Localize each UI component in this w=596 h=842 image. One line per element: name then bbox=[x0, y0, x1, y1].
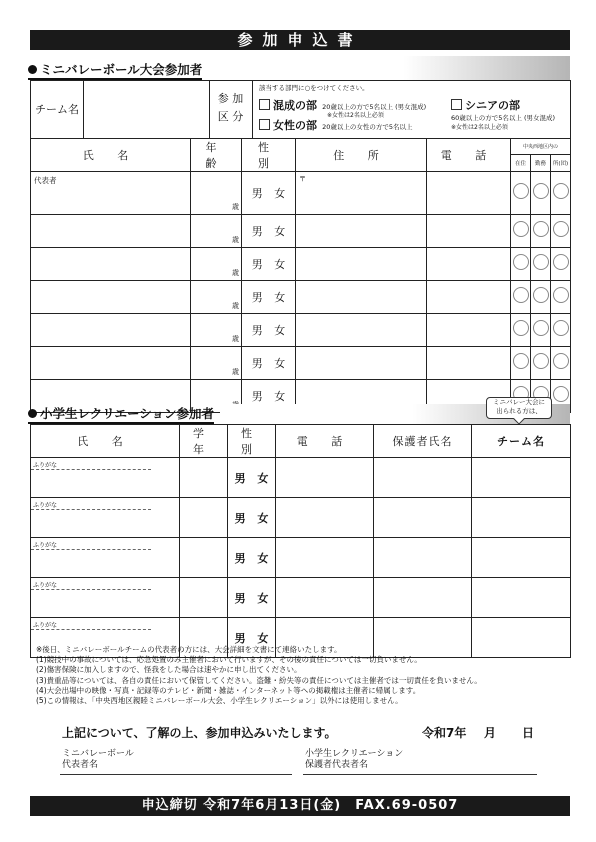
grade-field[interactable] bbox=[180, 538, 228, 578]
team-field[interactable] bbox=[472, 578, 571, 618]
team-field[interactable] bbox=[472, 538, 571, 578]
checkbox-women[interactable] bbox=[259, 119, 270, 130]
phone-field[interactable] bbox=[427, 347, 511, 380]
phone-field[interactable] bbox=[427, 248, 511, 281]
signature1-line[interactable] bbox=[60, 774, 292, 775]
child-name-field[interactable]: ふりがな bbox=[31, 458, 180, 498]
date-era: 令和7年 bbox=[422, 726, 467, 740]
phone-field[interactable] bbox=[276, 458, 374, 498]
affiliation-circle[interactable] bbox=[551, 314, 571, 347]
header-grade: 学 年 bbox=[180, 425, 228, 458]
age-field[interactable]: 歳 bbox=[191, 281, 242, 314]
table-row bbox=[31, 248, 571, 281]
header-sex: 性 別 bbox=[242, 139, 296, 172]
child-name-field[interactable]: ふりがな bbox=[31, 538, 180, 578]
option-mixed[interactable]: 混成の部 20歳以上の方で5名以上 (男女混成) ※女性は2名以上必須 bbox=[259, 94, 426, 119]
bullet-icon bbox=[28, 409, 37, 418]
resident-circle[interactable] bbox=[511, 314, 531, 347]
work-circle[interactable] bbox=[531, 248, 551, 281]
phone-field[interactable] bbox=[427, 281, 511, 314]
deadline-banner: 申込締切 令和7年6月13日(金) FAX.69-0507 bbox=[30, 796, 570, 816]
sex-choice[interactable]: 男 女 bbox=[242, 281, 296, 314]
table-row bbox=[31, 458, 571, 498]
address-field[interactable] bbox=[296, 314, 427, 347]
guardian-field[interactable] bbox=[374, 538, 472, 578]
note-line: (5)この情報は、「中央西地区親睦ミニバレーボール大会、小学生レクリエーション」以外には使用しません。 bbox=[36, 696, 403, 706]
sex-choice[interactable]: 男 女 bbox=[242, 347, 296, 380]
name-field[interactable] bbox=[31, 281, 191, 314]
header-district: 中央西地区内の bbox=[511, 139, 571, 155]
guardian-field[interactable] bbox=[374, 578, 472, 618]
resident-circle[interactable] bbox=[511, 347, 531, 380]
header-name: 氏 名 bbox=[31, 139, 191, 172]
sex-choice[interactable]: 男 女 bbox=[242, 172, 296, 215]
section1-heading: ミニバレーボール大会参加者 bbox=[28, 60, 202, 78]
table-row bbox=[31, 281, 571, 314]
affiliation-circle[interactable] bbox=[551, 281, 571, 314]
work-circle[interactable] bbox=[531, 172, 551, 215]
work-circle[interactable] bbox=[531, 347, 551, 380]
checkbox-mixed[interactable] bbox=[259, 99, 270, 110]
phone-field[interactable] bbox=[427, 314, 511, 347]
form-title: 参加申込書 bbox=[30, 30, 570, 50]
address-field[interactable] bbox=[296, 281, 427, 314]
guardian-field[interactable] bbox=[374, 458, 472, 498]
team-name-label: チーム名 bbox=[31, 81, 84, 138]
child-name-field[interactable]: ふりがな bbox=[31, 578, 180, 618]
table-row bbox=[31, 578, 571, 618]
team-callout: ミニバレー大会に 出られる方は、 bbox=[486, 397, 552, 419]
header-phone: 電 話 bbox=[276, 425, 374, 458]
phone-field[interactable] bbox=[427, 215, 511, 248]
volleyball-entry-table bbox=[30, 80, 571, 413]
header-resident: 在住 bbox=[511, 154, 531, 171]
phone-field[interactable] bbox=[276, 578, 374, 618]
affiliation-circle[interactable] bbox=[551, 248, 571, 281]
affiliation-circle[interactable] bbox=[551, 347, 571, 380]
section2-heading: 小学生レクリエーション参加者 bbox=[28, 404, 214, 422]
team-name-field[interactable] bbox=[83, 81, 210, 138]
header-name: 氏 名 bbox=[31, 425, 180, 458]
guardian-field[interactable] bbox=[374, 498, 472, 538]
notes bbox=[36, 645, 576, 706]
bullet-icon bbox=[28, 65, 37, 74]
header-sex: 性 別 bbox=[228, 425, 276, 458]
signature2-line[interactable] bbox=[303, 774, 537, 775]
grade-field[interactable] bbox=[180, 578, 228, 618]
phone-field[interactable] bbox=[276, 538, 374, 578]
header-guardian: 保護者氏名 bbox=[374, 425, 472, 458]
header-work: 勤務 bbox=[531, 154, 551, 171]
header-gradient bbox=[200, 56, 570, 80]
header-team: チーム名 bbox=[472, 425, 571, 458]
note-line: ※後日、ミニバレーボールチームの代表者の方には、大会詳細を文書にて連絡いたします。 bbox=[36, 645, 342, 654]
sex-choice[interactable]: 男 女 bbox=[228, 458, 276, 498]
category-label: 参 加 区 分 bbox=[209, 81, 253, 138]
sex-choice[interactable]: 男 女 bbox=[242, 380, 296, 413]
date-month: 月 bbox=[484, 726, 497, 740]
phone-field[interactable] bbox=[276, 498, 374, 538]
sex-choice[interactable]: 男 女 bbox=[242, 248, 296, 281]
resident-circle[interactable] bbox=[511, 248, 531, 281]
resident-circle[interactable] bbox=[511, 172, 531, 215]
team-field[interactable] bbox=[472, 458, 571, 498]
name-field[interactable] bbox=[31, 314, 191, 347]
note-line: (3)貴重品等については、各自の責任において保管してください。盗難・紛失等の責任については主催者では一切責任を負いません。 bbox=[36, 675, 482, 685]
phone-field[interactable] bbox=[427, 172, 511, 215]
date-day: 日 bbox=[522, 726, 535, 740]
address-field[interactable] bbox=[296, 215, 427, 248]
option-women[interactable]: 女性の部 20歳以上の女性の方で5名以上 bbox=[259, 114, 413, 133]
address-field[interactable] bbox=[296, 248, 427, 281]
grade-field[interactable] bbox=[180, 458, 228, 498]
age-field[interactable]: 歳 bbox=[191, 248, 242, 281]
table-row bbox=[31, 347, 571, 380]
header-affiliation: 所(団) bbox=[551, 154, 571, 171]
sex-choice[interactable]: 男 女 bbox=[228, 578, 276, 618]
work-circle[interactable] bbox=[531, 215, 551, 248]
name-field[interactable] bbox=[31, 248, 191, 281]
age-field[interactable]: 歳 bbox=[191, 314, 242, 347]
checkbox-senior[interactable] bbox=[451, 99, 462, 110]
child-name-field[interactable]: ふりがな bbox=[31, 618, 180, 658]
header-phone: 電 話 bbox=[427, 139, 511, 172]
age-field[interactable]: 歳 bbox=[191, 172, 242, 215]
representative-name-field[interactable]: 代表者 bbox=[31, 172, 191, 215]
affiliation-circle[interactable] bbox=[551, 215, 571, 248]
resident-circle[interactable] bbox=[511, 281, 531, 314]
age-field[interactable]: 歳 bbox=[191, 215, 242, 248]
sex-choice[interactable]: 男 女 bbox=[228, 618, 276, 658]
header-address: 住 所 bbox=[296, 139, 427, 172]
sex-choice[interactable]: 男 女 bbox=[242, 215, 296, 248]
signature1-label: ミニバレーボール 代表者名 bbox=[62, 749, 134, 770]
note-line: (2)傷害保険に加入しますので、怪我をした場合は速やかに申し出てください。 bbox=[36, 665, 302, 675]
work-circle[interactable] bbox=[531, 281, 551, 314]
signature2-label: 小学生レクリエーション 保護者代表者名 bbox=[305, 749, 404, 770]
category-instruction: 該当する部門に○をつけてください。 bbox=[259, 84, 369, 92]
address-field[interactable]: 〒 bbox=[296, 172, 427, 215]
child-name-field[interactable]: ふりがな bbox=[31, 498, 180, 538]
name-field[interactable] bbox=[31, 347, 191, 380]
age-field[interactable]: 歳 bbox=[191, 347, 242, 380]
table-row bbox=[31, 314, 571, 347]
work-circle[interactable] bbox=[531, 314, 551, 347]
address-field[interactable] bbox=[296, 347, 427, 380]
table-row bbox=[31, 538, 571, 578]
sex-choice[interactable]: 男 女 bbox=[228, 498, 276, 538]
resident-circle[interactable] bbox=[511, 215, 531, 248]
header-age: 年 齢 bbox=[191, 139, 242, 172]
note-line: (1)競技中の事故については、応急処置のみ主催者において行いますが、その後の責任については一切負いません。 bbox=[36, 655, 422, 665]
recreation-entry-table bbox=[30, 424, 571, 658]
table-row bbox=[31, 215, 571, 248]
note-line: (4)大会出場中の映像・写真・記録等のテレビ・新聞・雑誌・インターネット等への掲載権は主催者に帰属します。 bbox=[36, 685, 421, 695]
sex-choice[interactable]: 男 女 bbox=[228, 538, 276, 578]
agreement-text: 上記について、了解の上、参加申込みいたします。 bbox=[62, 726, 337, 740]
table-row bbox=[31, 498, 571, 538]
sex-choice[interactable]: 男 女 bbox=[242, 314, 296, 347]
grade-field[interactable] bbox=[180, 498, 228, 538]
name-field[interactable] bbox=[31, 215, 191, 248]
team-field[interactable] bbox=[472, 498, 571, 538]
affiliation-circle[interactable] bbox=[551, 172, 571, 215]
option-senior[interactable]: シニアの部 60歳以上の方で5名以上 (男女混成) ※女性は2名以上必須 bbox=[451, 99, 556, 131]
table-row bbox=[31, 172, 571, 215]
